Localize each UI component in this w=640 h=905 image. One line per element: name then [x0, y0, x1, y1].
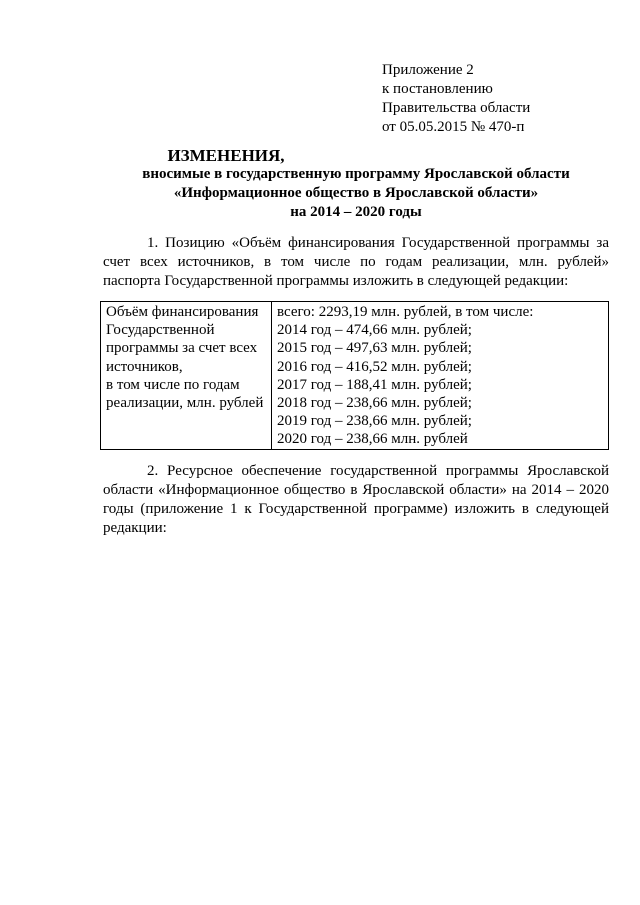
title-period: на 2014 – 2020 годы: [290, 204, 422, 220]
annex-block: [382, 61, 530, 137]
label-line: программы за счет всех: [106, 340, 258, 357]
label-line: Государственной: [106, 322, 215, 339]
label-line: реализации, млн. рублей: [106, 395, 264, 412]
document-title: [96, 146, 616, 222]
annex-date-number: от 05.05.2015 № 470-п: [382, 119, 525, 135]
year-line: 2014 год – 474,66 млн. рублей;: [277, 322, 472, 339]
financing-values-cell: [272, 302, 609, 450]
year-line: 2018 год – 238,66 млн. рублей;: [277, 395, 472, 412]
title-program-name: «Информационное общество в Ярославской области»: [173, 185, 539, 201]
paragraph-2: 2. Ресурсное обеспечение государственной программы Ярославской области «Информационное общество в Ярославской области» на 2014 – 2020 годы (приложение 1 к Государственной программе) изложить в следующей редакции:: [103, 463, 609, 536]
title-subject: вносимые в государственную программу Ярославской области: [142, 166, 570, 182]
year-line: 2020 год – 238,66 млн. рублей: [277, 431, 468, 448]
annex-issuer: Правительства области: [382, 100, 531, 116]
label-line: в том числе по годам: [106, 376, 240, 393]
title-heading: ИЗМЕНЕНИЯ,: [167, 146, 285, 165]
financing-label-cell: [101, 302, 272, 450]
annex-number: Приложение 2: [382, 62, 474, 78]
table-row: [101, 302, 609, 450]
paragraph-1: 1. Позицию «Объём финансирования Государственной программы за счет всех источников, в том числе по годам реализации, млн. рублей» паспорта Государственной программы изложить в следующей редакции:: [103, 235, 609, 289]
year-line: 2015 год – 497,63 млн. рублей;: [277, 340, 472, 357]
label-line: источников,: [106, 358, 183, 375]
total-line: всего: 2293,19 млн. рублей, в том числе:: [277, 304, 534, 320]
label-line: Объём финансирования: [106, 304, 259, 320]
financing-table: [100, 301, 609, 450]
year-line: 2019 год – 238,66 млн. рублей;: [277, 413, 472, 430]
year-line: 2016 год – 416,52 млн. рублей;: [277, 358, 472, 375]
annex-reference: к постановлению: [382, 81, 493, 97]
year-line: 2017 год – 188,41 млн. рублей;: [277, 376, 472, 393]
